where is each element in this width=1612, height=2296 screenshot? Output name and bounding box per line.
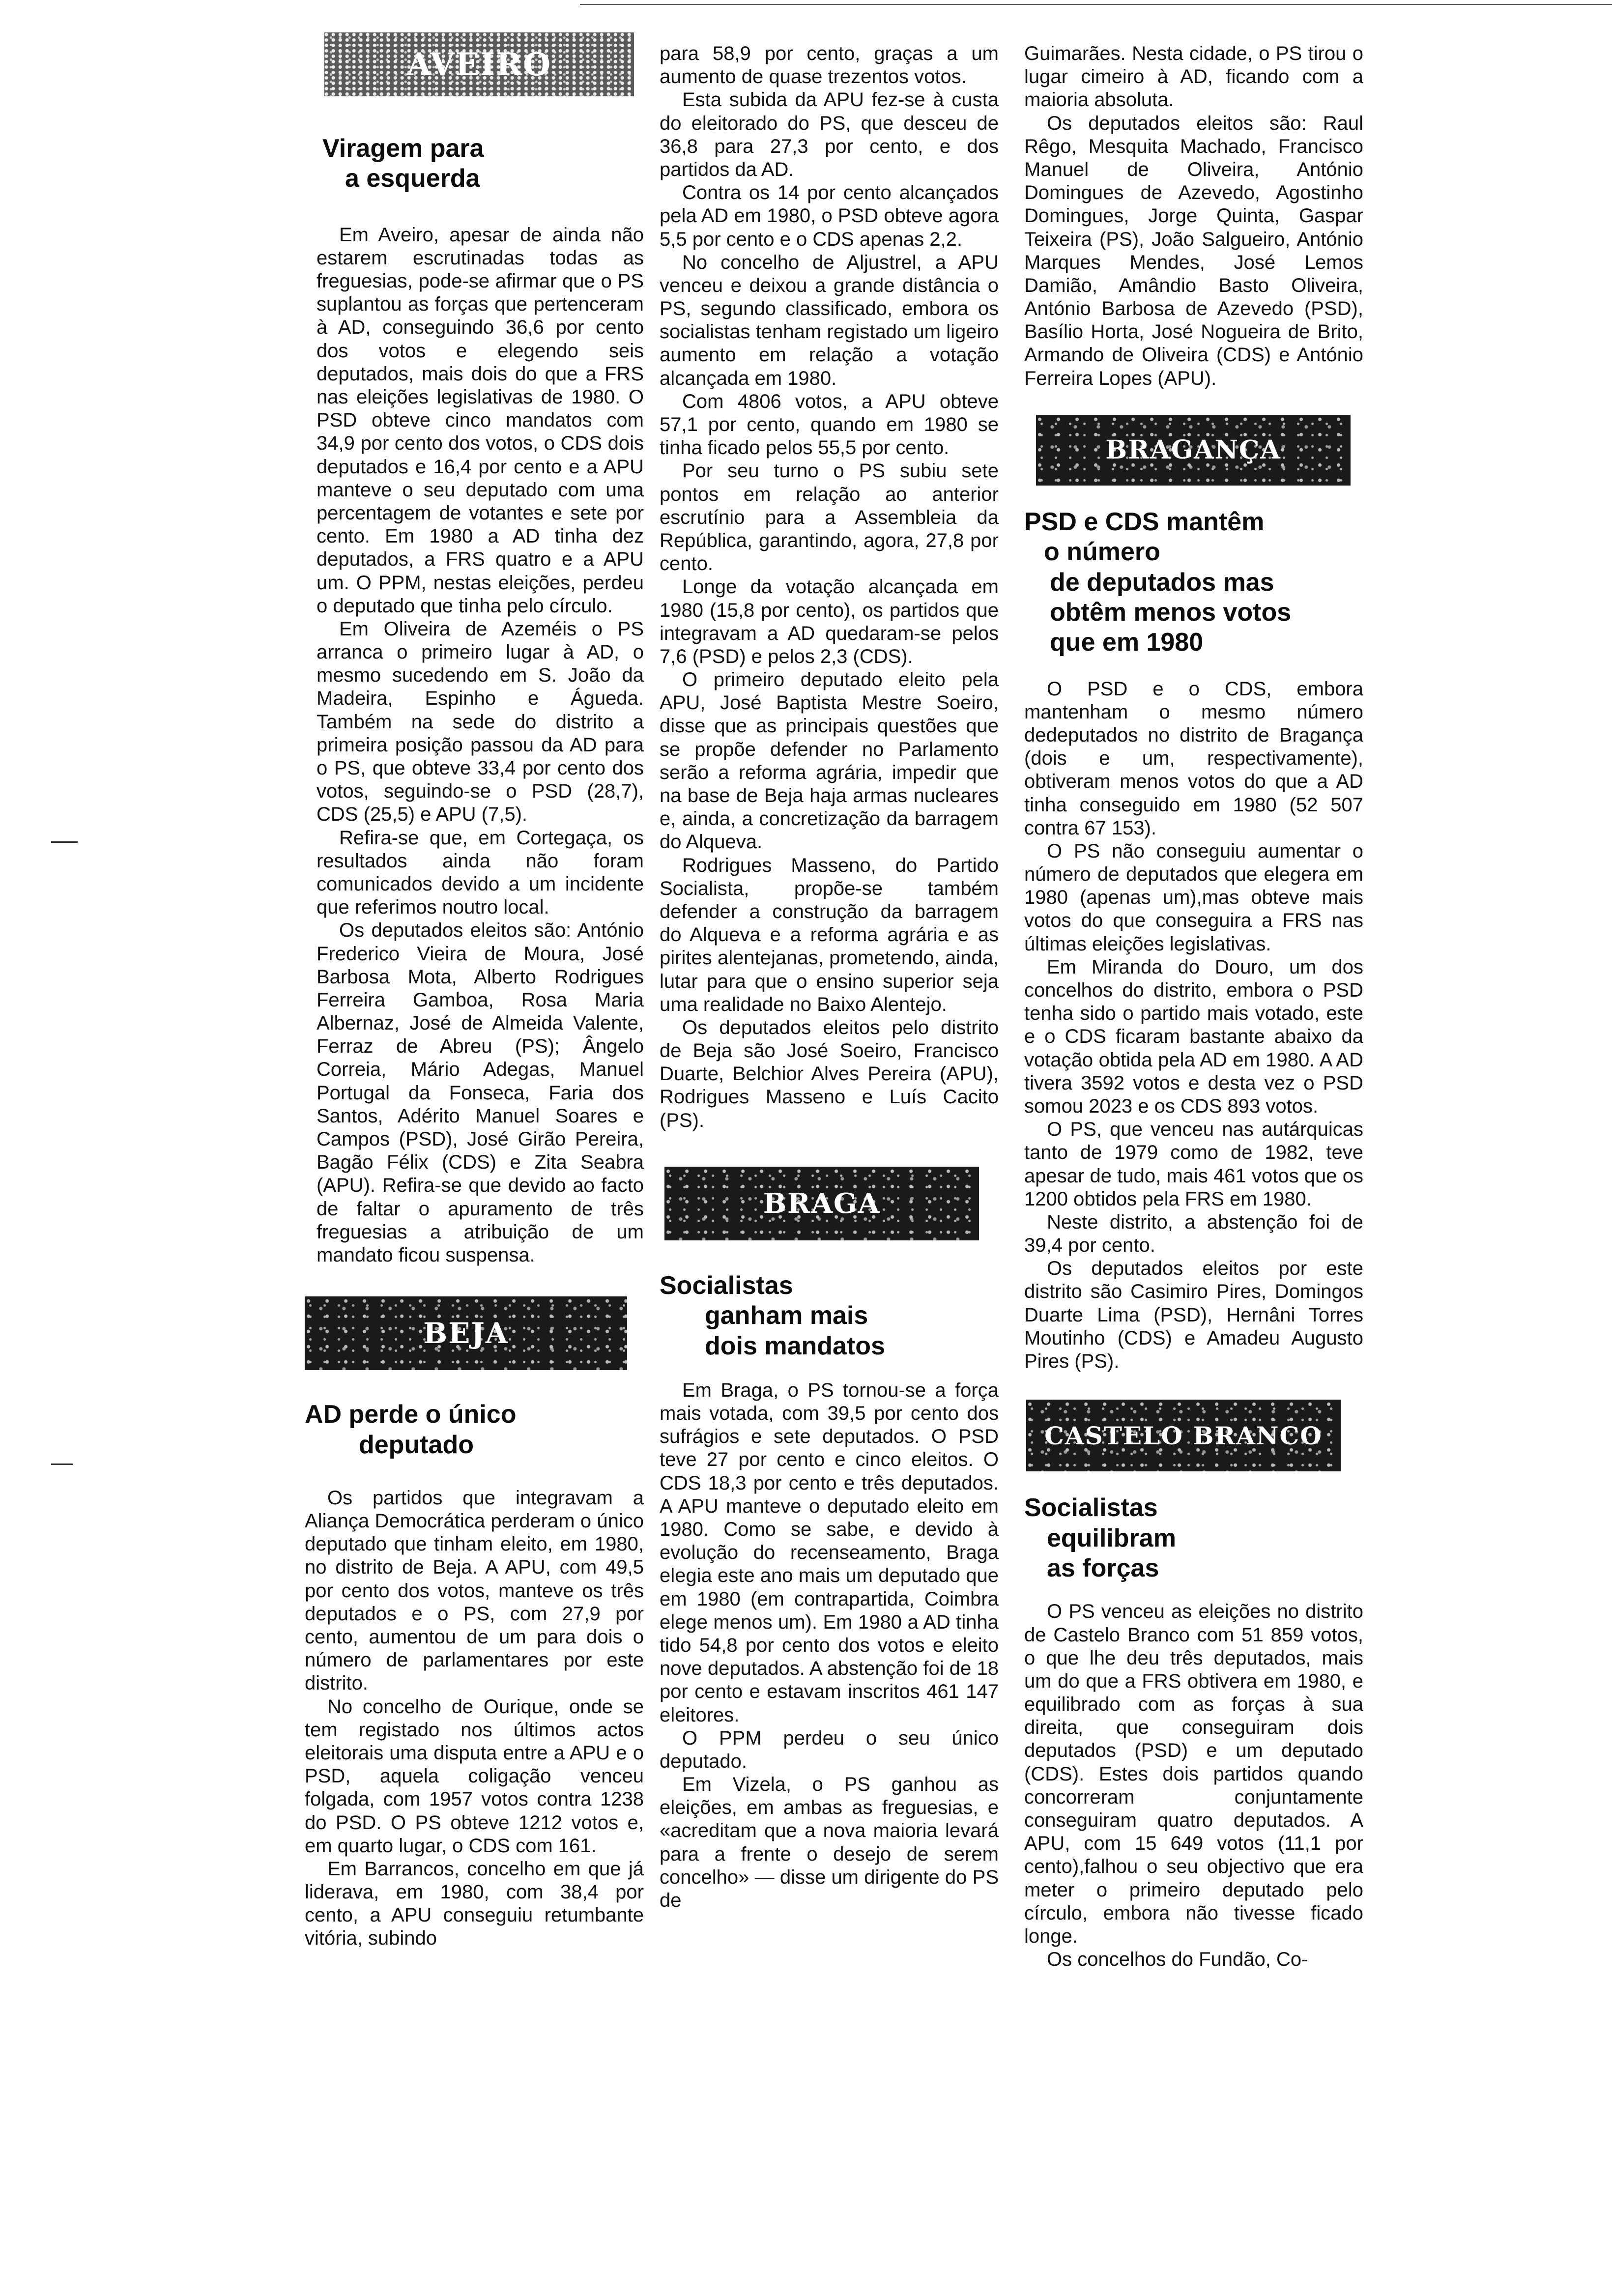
column-2 — [660, 0, 999, 1912]
column-3 — [1024, 0, 1363, 1971]
section-banner-castelo-branco: CASTELO BRANCO — [1026, 1400, 1341, 1471]
article-braga-continued — [1024, 42, 1363, 390]
paragraph: Em Vizela, o PS ganhou as eleições, em ambas as freguesias, e «acreditam que a nova maioria levará para a frente o desejo de serem concelho» — disse um dirigente do PS de — [660, 1774, 999, 1912]
paragraph: O PS, que venceu nas autárquicas tanto de 1979 como de 1982, teve apesar de tudo, mais 461 votos que os 1200 obtidos pela FRS em 1980. — [1024, 1119, 1363, 1210]
paragraph: Em Braga, o PS tornou-se a força mais votada, com 39,5 por cento dos sufrágios e sete deputados. O PSD teve 27 por cento e cinco eleitos. O CDS 18,3 por cento e três deputados. A APU manteve o deputado eleito em 1980. Como se sabe, e devido à evolução do recenseamento, Braga elegia este ano mais um deputado que em 1980 (em contrapartida, Coimbra elege menos um). Em 1980 a AD tinha tido 54,8 por cento dos votos e eleito nove deputados. A abstenção foi de 18 por cento e estavam inscritos 461 147 eleitores. — [660, 1379, 999, 1726]
paragraph: Guimarães. Nesta cidade, o PS tirou o lugar cimeiro à AD, ficando com a maioria absoluta. — [1024, 43, 1363, 111]
headline-aveiro: Viragem para a esquerda — [322, 134, 484, 193]
paragraph: O PSD e o CDS, embora mantenham o mesmo número dedeputados no distrito de Bragança (dois e um, respectivamente), obtiveram menos votos do que a AD tinha conseguido em 1980 (52 507 contra 67 153). — [1024, 678, 1363, 839]
section-banner-beja: BEJA — [305, 1296, 627, 1370]
section-banner-braganca: BRAGANÇA — [1036, 415, 1351, 486]
paragraph: O PPM perdeu o seu único deputado. — [660, 1727, 999, 1772]
article-aveiro — [305, 224, 644, 1267]
article-beja-continued — [660, 42, 999, 1132]
section-banner-aveiro: AVEIRO — [324, 32, 634, 96]
paragraph: Esta subida da APU fez-se à custa do eleitorado do PS, que desceu de 36,8 para 27,3 por cento, e dos partidos da AD. — [660, 89, 999, 180]
paragraph: Os deputados eleitos pelo distrito de Beja são José Soeiro, Francisco Duarte, Belchior Alves Pereira (APU), Rodrigues Masseno e Luís Cacito (PS). — [660, 1016, 999, 1131]
paragraph: O PS não conseguiu aumentar o número de deputados que elegera em 1980 (apenas um),mas obteve mais votos do que conseguira a FRS nas últimas eleições legislativas. — [1024, 840, 1363, 955]
paragraph: O PS venceu as eleições no distrito de Castelo Branco com 51 859 votos, o que lhe deu três deputados, mais um do que a FRS obtivera em 1980, e equilibrado com as forças à sua direita, que conseguiram dois deputados (PSD) e um deputado (CDS). Estes dois partidos quando concorreram conjuntamente conseguiram quatro deputados. A APU, com 15 649 votos (11,1 por cento),falhou o seu objectivo que era meter o primeiro deputado pelo círculo, embora não tivesse ficado longe. — [1024, 1601, 1363, 1947]
article-beja — [305, 1487, 644, 1951]
paragraph: Em Oliveira de Azeméis o PS arranca o primeiro lugar à AD, o mesmo sucedendo em S. João da Madeira, Espinho e Águeda. Também na sede do distrito a primeira posição passou da AD para o PS, que obteve 33,4 por cento dos votos, seguindo-se o PSD (28,7), CDS (25,5) e APU (7,5). — [317, 618, 644, 826]
headline-braganca: PSD e CDS mantêm o número de deputados mas obtêm menos votos que em 1980 — [1024, 507, 1292, 657]
paragraph: Em Miranda do Douro, um dos concelhos do distrito, embora o PSD tenha sido o partido mais votado, este e o CDS ficaram bastante abaixo da votação obtida pela AD em 1980. A AD tivera 3592 votos e desta vez o PSD somou 2023 e os CDS 893 votos. — [1024, 956, 1363, 1117]
paragraph: Por seu turno o PS subiu sete pontos em relação ao anterior escrutínio para a Assembleia da República, garantindo, agora, 27,8 por cento. — [660, 460, 999, 575]
paragraph: No concelho de Aljustrel, a APU venceu e deixou a grande distância o PS, segundo classificado, embora os socialistas tenham registado um ligeiro aumento em relação a votação alcançada em 1980. — [660, 251, 999, 389]
headline-castelo-branco: Socialistas equilibram as forças — [1024, 1493, 1176, 1582]
headline-beja: AD perde o único deputado — [305, 1400, 517, 1459]
column-1 — [305, 0, 644, 1951]
paragraph: Longe da votação alcançada em 1980 (15,8 por cento), os partidos que integravam a AD quedaram-se pelos 7,6 (PSD) e pelos 2,3 (CDS). — [660, 576, 999, 667]
paragraph: Contra os 14 por cento alcançados pela AD em 1980, o PSD obteve agora 5,5 por cento e o CDS apenas 2,2. — [660, 182, 999, 250]
paragraph: Os deputados eleitos por este distrito são Casimiro Pires, Domingos Duarte Lima (PSD), Hernâni Torres Moutinho (CDS) e Amadeu Augusto Pires (PS). — [1024, 1258, 1363, 1373]
paragraph: Rodrigues Masseno, do Partido Socialista, propõe-se também defender a construção da barragem do Alqueva e a reforma agrária e as pirites alentejanas, prometendo, ainda, lutar para que o ensino superior seja uma realidade no Baixo Alentejo. — [660, 854, 999, 1015]
paragraph: O primeiro deputado eleito pela APU, José Baptista Mestre Soeiro, disse que as principais questões que se propõe defender no Parlamento serão a reforma agrária, impedir que na base de Beja haja armas nucleares e, ainda, a concretização da barragem do Alqueva. — [660, 669, 999, 853]
margin-mark — [51, 1464, 73, 1465]
headline-braga: Socialistas ganham mais dois mandatos — [660, 1271, 885, 1360]
article-braganca — [1024, 678, 1363, 1374]
paragraph: para 58,9 por cento, graças a um aumento de quase trezentos votos. — [660, 43, 999, 88]
paragraph: Refira-se que, em Cortegaça, os resultados ainda não foram comunicados devido a um incidente que referimos noutro local. — [317, 827, 644, 918]
paragraph: Em Aveiro, apesar de ainda não estarem escrutinadas todas as freguesias, pode-se afirmar que o PS suplantou as forças que pertenceram à AD, conseguindo 36,6 por cento dos votos e elegendo seis deputados, mais dois do que a FRS nas eleições legislativas de 1980. O PSD obteve cinco mandatos com 34,9 por cento dos votos, o CDS dois deputados e 16,4 por cento e a APU manteve o seu deputado com uma percentagem de votantes e sete por cento. Em 1980 a AD tinha dez deputados, a FRS quatro e a APU um. O PPM, nestas eleições, perdeu o deputado que tinha pelo círculo. — [317, 224, 644, 617]
paragraph: Com 4806 votos, a APU obteve 57,1 por cento, quando em 1980 se tinha ficado pelos 55,5 por cento. — [660, 390, 999, 459]
paragraph: No concelho de Ourique, onde se tem registado nos últimos actos eleitorais uma disputa entre a APU e o PSD, aquela coligação venceu folgada, com 1957 votos contra 1238 do PSD. O PS obteve 1212 votos e, em quarto lugar, o CDS com 161. — [305, 1695, 644, 1857]
paragraph: Os concelhos do Fundão, Co- — [1047, 1949, 1308, 1971]
article-braga — [660, 1379, 999, 1912]
paragraph: Em Barrancos, concelho em que já liderava, em 1980, com 38,4 por cento, a APU conseguiu retumbante vitória, subindo — [305, 1858, 644, 1950]
article-castelo-branco — [1024, 1600, 1363, 1971]
paragraph: Neste distrito, a abstenção foi de 39,4 por cento. — [1024, 1211, 1363, 1257]
paragraph: Os partidos que integravam a Aliança Democrática perderam o único deputado que tinham eleito, em 1980, no distrito de Beja. A APU, com 49,5 por cento dos votos, manteve os três deputados e o PS, com 27,9 por cento, aumentou de um para dois o número de parlamentares por este distrito. — [305, 1487, 644, 1694]
section-banner-braga: BRAGA — [664, 1167, 979, 1240]
paragraph: Os deputados eleitos são: António Frederico Vieira de Moura, José Barbosa Mota, Alberto Rodrigues Ferreira Gamboa, Rosa Maria Albernaz, José de Almeida Valente, Ferraz de Abreu (PS); Ângelo Correia, Mário Adegas, Manuel Portugal da Fonseca, Faria dos Santos, Adérito Manuel Soares e Campos (PSD), José Girão Pereira, Bagão Félix (CDS) e Zita Seabra (APU). Refira-se que devido ao facto de faltar o apuramento de três freguesias a atribuição de um mandato ficou suspensa. — [317, 919, 644, 1266]
paragraph: Os deputados eleitos são: Raul Rêgo, Mesquita Machado, Francisco Manuel de Oliveira, António Domingues de Azevedo, Agostinho Domingues, Jorge Quinta, Gaspar Teixeira (PS), João Salgueiro, António Marques Mendes, José Lemos Damião, Amândio Basto Oliveira, António Barbosa de Azevedo (PSD), Basílio Horta, José Nogueira de Brito, Armando de Oliveira (CDS) e António Ferreira Lopes (APU). — [1024, 112, 1363, 389]
margin-mark — [51, 841, 78, 843]
